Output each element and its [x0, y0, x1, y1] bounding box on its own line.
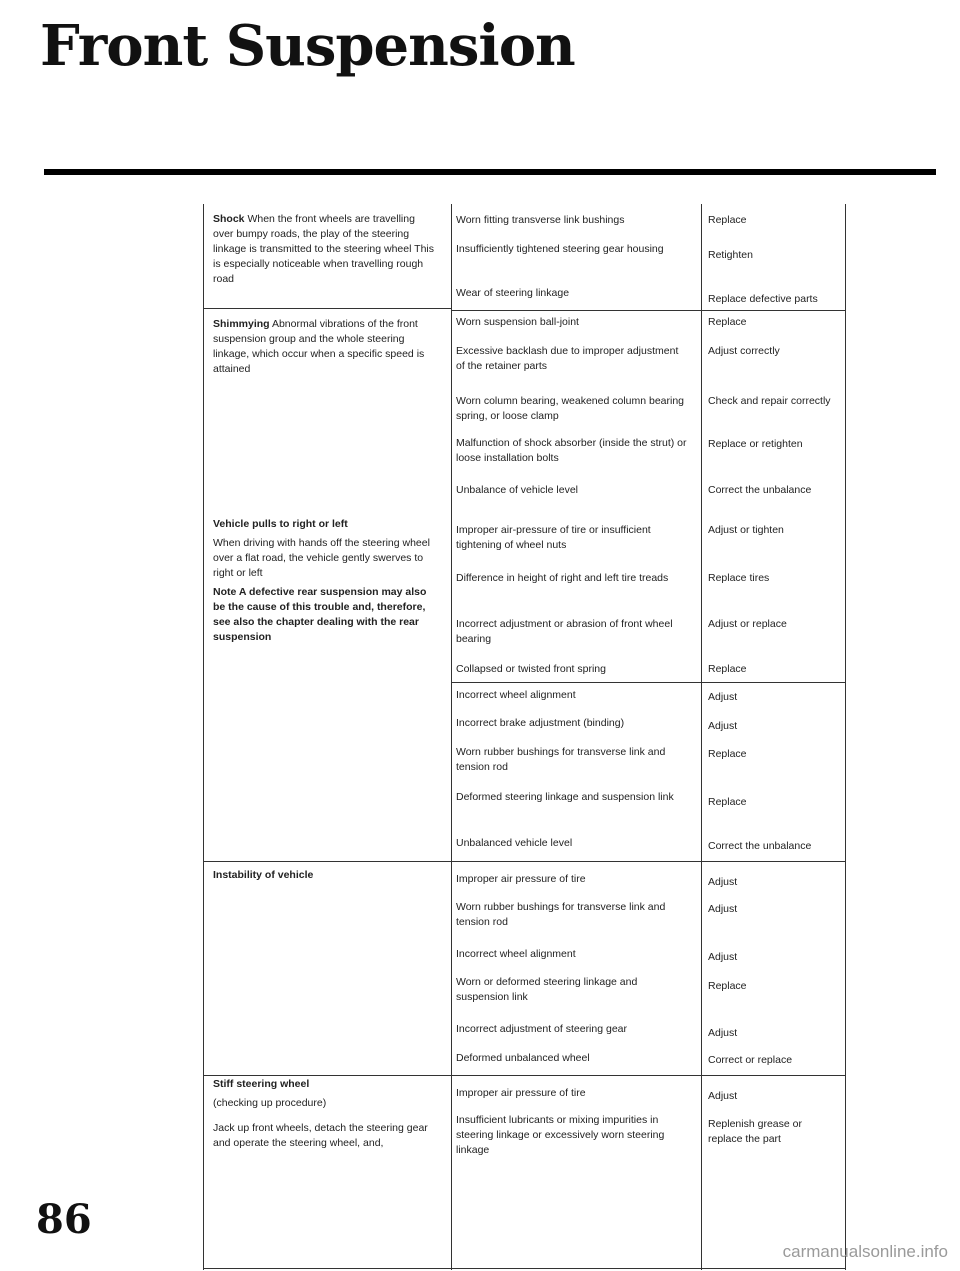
remedy-item: Replace	[708, 748, 747, 760]
cause-item: Deformed unbalanced wheel	[456, 1052, 590, 1064]
title-rule	[44, 169, 936, 175]
column-divider	[701, 204, 702, 1270]
cause-item: Improper air-pressure of tire or insufficient tightening of wheel nuts	[456, 524, 651, 551]
cause-item: Unbalanced vehicle level	[456, 837, 573, 849]
table-border-left	[203, 204, 204, 1270]
symptom-text: Abnormal vibrations of the front suspension group and the whole steering linkage, which occur when a specific speed is attained	[213, 318, 425, 375]
row-divider	[203, 861, 846, 862]
cause-item: Malfunction of shock absorber (inside the strut) or loose installation bolts	[456, 437, 687, 464]
troubleshooting-table	[203, 204, 846, 1270]
row-divider	[203, 1268, 846, 1269]
remedy-item: Replace tires	[708, 572, 770, 584]
cause-item: Worn rubber bushings for transverse link and tension rod	[456, 901, 666, 928]
remedy-item: Adjust	[708, 691, 738, 703]
cause-item: Excessive backlash due to improper adjustment of the retainer parts	[456, 345, 679, 372]
remedy-item: Replace or retighten	[708, 438, 803, 450]
symptom-text: Jack up front wheels, detach the steering gear and operate the steering wheel, and,	[213, 1122, 428, 1149]
table-border-right	[845, 204, 846, 1270]
cause-item: Deformed steering linkage and suspension link	[456, 791, 674, 803]
cause-item: Worn rubber bushings for transverse link and tension rod	[456, 746, 666, 773]
remedy-item: Adjust	[708, 903, 738, 915]
remedy-item: Correct the unbalance	[708, 484, 812, 496]
cause-item: Insufficient lubricants or mixing impurities in steering linkage or excessively worn steering linkage	[456, 1114, 665, 1156]
cause-item: Improper air pressure of tire	[456, 1087, 586, 1099]
remedy-item: Replace defective parts	[708, 293, 818, 305]
remedy-item: Replenish grease or replace the part	[708, 1118, 802, 1145]
symptom-shimmying	[213, 317, 438, 377]
symptom-note: Note A defective rear suspension may also be the cause of this trouble and, therefore, see also the chapter dealing with the rear suspension	[213, 586, 427, 643]
remedy-item: Correct the unbalance	[708, 840, 812, 852]
symptom-heading: Shimmying	[213, 318, 270, 330]
row-divider	[451, 682, 846, 683]
symptom-text: When driving with hands off the steering wheel over a flat road, the vehicle gently swerves to right or left	[213, 537, 430, 579]
symptom-heading: Shock	[213, 213, 245, 225]
symptom-text: (checking up procedure)	[213, 1097, 327, 1109]
remedy-item: Replace	[708, 980, 747, 992]
cause-item: Worn or deformed steering linkage and suspension link	[456, 976, 638, 1003]
cause-item: Worn column bearing, weakened column bearing spring, or loose clamp	[456, 395, 685, 422]
remedy-item: Adjust correctly	[708, 345, 780, 357]
symptom-heading: Stiff steering wheel	[213, 1078, 310, 1090]
remedy-item: Adjust	[708, 876, 738, 888]
symptom-stiff-steering	[213, 1077, 438, 1151]
cause-item: Worn suspension ball-joint	[456, 316, 579, 328]
watermark: carmanualsonline.info	[782, 1242, 948, 1261]
cause-item: Collapsed or twisted front spring	[456, 663, 606, 675]
row-divider	[451, 310, 846, 311]
symptom-vehicle-pulls	[213, 517, 438, 645]
remedy-item: Adjust or replace	[708, 618, 787, 630]
cause-item: Insufficiently tightened steering gear housing	[456, 243, 664, 255]
cause-item: Incorrect adjustment or abrasion of front wheel bearing	[456, 618, 673, 645]
symptom-heading: Instability of vehicle	[213, 869, 314, 881]
row-divider	[203, 308, 451, 309]
remedy-item: Retighten	[708, 249, 753, 261]
remedy-item: Replace	[708, 214, 747, 226]
cause-item: Worn fitting transverse link bushings	[456, 214, 625, 226]
symptom-text: When the front wheels are travelling over bumpy roads, the play of the steering linkage is transmitted to the steering wheel This is especially noticeable when travelling rough road	[213, 213, 435, 285]
remedy-item: Replace	[708, 796, 747, 808]
remedy-item: Adjust	[708, 951, 738, 963]
remedy-item: Correct or replace	[708, 1054, 793, 1066]
symptom-heading: Vehicle pulls to right or left	[213, 518, 348, 530]
column-divider	[451, 204, 452, 1270]
page-number: 86	[36, 1196, 92, 1243]
cause-item: Incorrect wheel alignment	[456, 689, 576, 701]
cause-item: Incorrect brake adjustment (binding)	[456, 717, 625, 729]
symptom-shock	[213, 212, 438, 287]
page-title: Front Suspension	[40, 13, 575, 79]
cause-item: Unbalance of vehicle level	[456, 484, 578, 496]
remedy-item: Adjust or tighten	[708, 524, 784, 536]
cause-item: Improper air pressure of tire	[456, 873, 586, 885]
cause-item: Wear of steering linkage	[456, 287, 570, 299]
cause-item: Incorrect wheel alignment	[456, 948, 576, 960]
cause-item: Incorrect adjustment of steering gear	[456, 1023, 628, 1035]
remedy-item: Adjust	[708, 1027, 738, 1039]
remedy-item: Check and repair correctly	[708, 395, 831, 407]
row-divider	[203, 1075, 846, 1076]
remedy-item: Adjust	[708, 720, 738, 732]
remedy-item: Replace	[708, 316, 747, 328]
symptom-instability	[213, 868, 438, 883]
remedy-item: Adjust	[708, 1090, 738, 1102]
remedy-item: Replace	[708, 663, 747, 675]
cause-item: Difference in height of right and left tire treads	[456, 572, 669, 584]
